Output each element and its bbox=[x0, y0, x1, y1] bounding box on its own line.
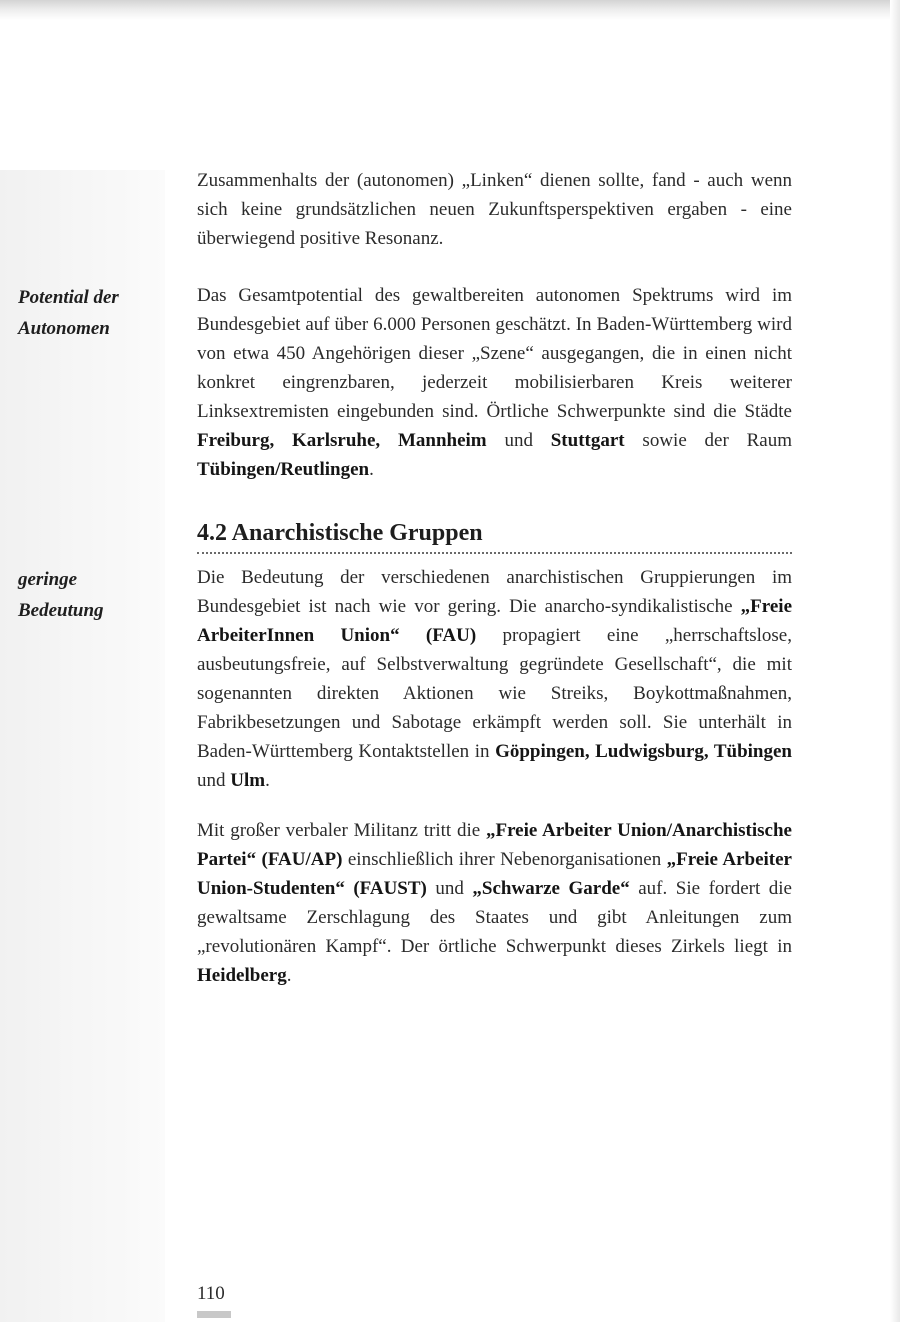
faust-name: „Freie Arbeiter Union-Studenten“ (FAUST) bbox=[197, 849, 792, 899]
region-tuebingen-reutlingen: Tübingen/Reutlingen bbox=[197, 459, 370, 480]
text-run: propagiert eine „herrschaftslose, ausbeutungsfreie, auf Selbstverwaltung gegründete Gesellschaft“, die mit sogenannten direkten Aktionen wie Streiks, Boykottmaßnahmen, Fabrikbesetzungen und Sabotage erkämpft werden soll. Sie unterhält in Baden-Württemberg Kontaktstellen in bbox=[197, 625, 792, 762]
text-run: . bbox=[265, 770, 270, 791]
fau-ap-name: „Freie Arbeiter Union/Anarchistische Partei“ (FAU/AP) bbox=[197, 820, 792, 870]
text-run: und bbox=[426, 878, 473, 899]
text-run: Das Gesamtpotential des gewaltbereiten autonomen Spektrums wird im Bundesgebiet auf über 6.000 Personen geschätzt. In Baden-Württemberg wird von etwa 450 Angehörigen dieser „Szene“ ausgegangen, die in einen nicht konkret eingrenzbaren, jederzeit mobilisierbaren Kreis weiterer Linksextremisten eingebunden sind. Örtliche Schwerpunkte sind die Städte bbox=[197, 285, 792, 422]
text-run: . bbox=[369, 459, 374, 480]
fau-name: „Freie ArbeiterInnen Union“ (FAU) bbox=[197, 596, 792, 646]
section-heading: 4.2 Anarchistische Gruppen bbox=[197, 516, 792, 554]
schwarze-garde-name: „Schwarze Garde“ bbox=[472, 878, 630, 899]
militanz-paragraph bbox=[197, 816, 792, 990]
margin-note-bedeutung-line2: Bedeutung bbox=[18, 600, 104, 621]
cities-bold: Freiburg, Karlsruhe, Mannheim bbox=[197, 430, 487, 451]
text-run: Die Bedeutung der verschiedenen anarchistischen Gruppierungen im Bundesgebiet ist nach wie vor gering. Die anarcho-syndikalistische bbox=[197, 567, 792, 617]
text-run: Mit großer verbaler Militanz tritt die bbox=[197, 820, 486, 841]
fau-cities: Göppingen, Ludwigsburg, Tübingen bbox=[495, 741, 792, 762]
scan-right-edge bbox=[890, 0, 900, 1322]
margin-note-bedeutung bbox=[18, 564, 158, 626]
text-run: und bbox=[486, 430, 551, 451]
scan-top-shadow bbox=[0, 0, 900, 20]
margin-note-potential-line1: Potential der bbox=[18, 287, 119, 308]
margin-note-potential bbox=[18, 282, 158, 344]
text-run: sowie der Raum bbox=[624, 430, 792, 451]
potential-paragraph bbox=[197, 281, 792, 484]
intro-paragraph: Zusammenhalts der (autonomen) „Linken“ dienen sollte, fand - auch wenn sich keine grundsätzlichen neuen Zukunftsperspektiven ergaben - eine überwiegend positive Resonanz. bbox=[197, 170, 792, 249]
anarchist-paragraph bbox=[197, 563, 792, 795]
page-number-underline bbox=[197, 1311, 231, 1318]
text-run: einschließlich ihrer Nebenorganisationen bbox=[342, 849, 667, 870]
text-run: . bbox=[286, 965, 292, 986]
margin-note-potential-line2: Autonomen bbox=[18, 318, 110, 339]
text-run: auf. Sie fordert die gewaltsame Zerschlagung des Staates und gibt Anleitungen zum „revolutionären Kampf“. Der örtliche Schwerpunkt dieses Zirkels liegt in bbox=[197, 878, 792, 957]
city-ulm: Ulm bbox=[230, 770, 266, 791]
city-stuttgart: Stuttgart bbox=[550, 430, 625, 451]
page-number: 110 bbox=[197, 1283, 225, 1304]
margin-note-bedeutung-line1: geringe bbox=[18, 569, 78, 590]
text-run: und bbox=[197, 770, 231, 791]
city-heidelberg: Heidelberg bbox=[197, 965, 287, 986]
